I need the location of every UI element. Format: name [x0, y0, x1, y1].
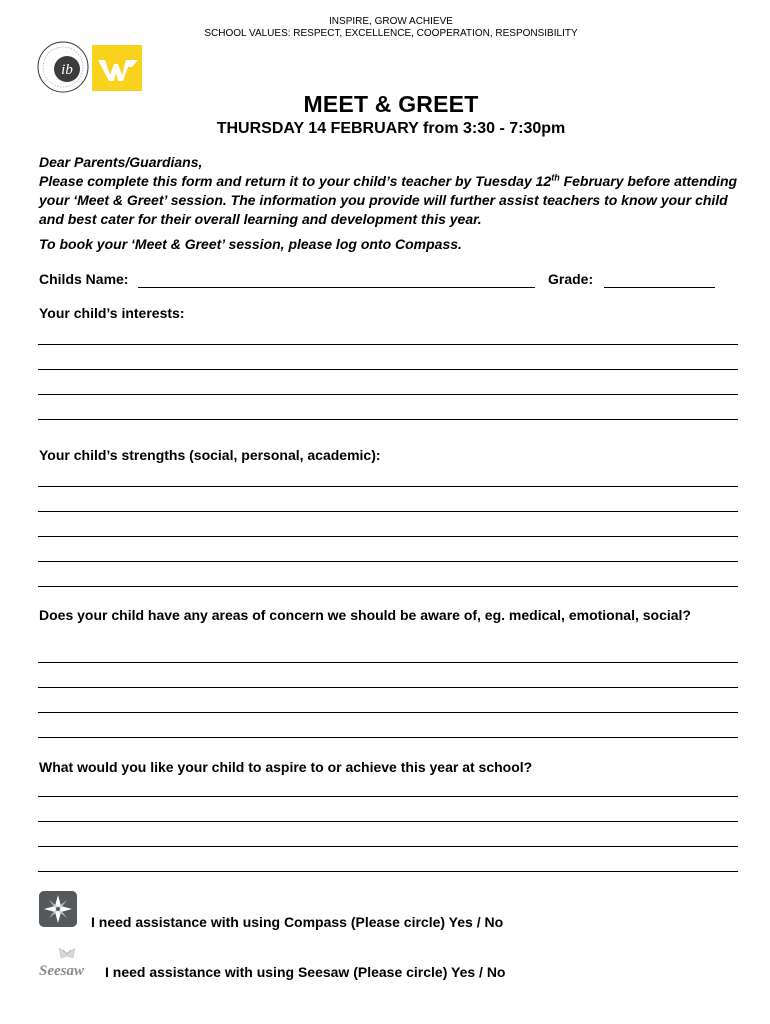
strengths-answer-line[interactable]: [38, 486, 738, 487]
grade-field[interactable]: [604, 287, 715, 288]
booking-instructions: To book your ‘Meet & Greet’ session, please log onto Compass.: [39, 236, 462, 252]
grade-label: Grade:: [548, 271, 594, 287]
greeting: Dear Parents/Guardians,: [39, 154, 203, 170]
compass-assistance-question[interactable]: I need assistance with using Compass (Please circle) Yes / No: [91, 914, 504, 930]
strengths-answer-line[interactable]: [38, 561, 738, 562]
instructions: Please complete this form and return it to your child’s teacher by Tuesday 12th February before attending your ‘Meet & Greet’ session. The information you provide will further assist teachers to know your child and best cater for their overall learning and development this year.: [39, 172, 738, 227]
concerns-answer-line[interactable]: [38, 737, 738, 738]
compass-icon: [39, 891, 77, 927]
aspire-question: What would you like your child to aspire to or achieve this year at school?: [39, 759, 533, 775]
seesaw-logo-icon: [37, 944, 97, 980]
strengths-answer-line[interactable]: [38, 536, 738, 537]
svg-text:ib: ib: [61, 62, 73, 78]
school-motto: INSPIRE, GROW ACHIEVE: [329, 16, 453, 27]
strengths-answer-line[interactable]: [38, 511, 738, 512]
concerns-answer-line[interactable]: [38, 662, 738, 663]
intro-text: [39, 153, 755, 229]
school-values: SCHOOL VALUES: RESPECT, EXCELLENCE, COOPERATION, RESPONSIBILITY: [204, 28, 578, 39]
w7-school-logo: [92, 45, 142, 91]
strengths-question: Your child’s strengths (social, personal, academic):: [39, 447, 381, 463]
interests-answer-line[interactable]: [38, 419, 738, 420]
event-date: THURSDAY 14 FEBRUARY from 3:30 - 7:30pm: [216, 120, 566, 137]
svg-text:Seesaw: Seesaw: [39, 963, 84, 979]
concerns-question: Does your child have any areas of concern we should be aware of, eg. medical, emotional, social?: [39, 607, 691, 623]
strengths-answer-line[interactable]: [38, 586, 738, 587]
interests-question: Your child’s interests:: [39, 305, 185, 321]
aspire-answer-line[interactable]: [38, 821, 738, 822]
aspire-answer-line[interactable]: [38, 796, 738, 797]
concerns-answer-line[interactable]: [38, 712, 738, 713]
page-title: MEET & GREET: [303, 91, 479, 117]
aspire-answer-line[interactable]: [38, 871, 738, 872]
interests-answer-line[interactable]: [38, 394, 738, 395]
child-name-field[interactable]: [138, 287, 535, 288]
interests-answer-line[interactable]: [38, 344, 738, 345]
child-name-label: Childs Name:: [39, 271, 129, 287]
concerns-answer-line[interactable]: [38, 687, 738, 688]
aspire-answer-line[interactable]: [38, 846, 738, 847]
ib-world-school-logo: [37, 41, 89, 93]
seesaw-assistance-question[interactable]: I need assistance with using Seesaw (Please circle) Yes / No: [105, 964, 506, 980]
interests-answer-line[interactable]: [38, 369, 738, 370]
